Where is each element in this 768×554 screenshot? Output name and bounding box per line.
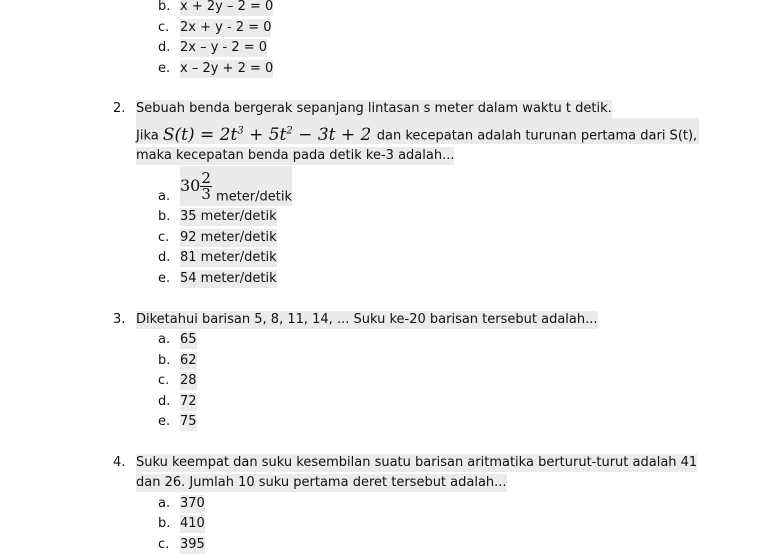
q1-option-letter: d. (158, 40, 171, 55)
option-text: 81 meter/detik (180, 250, 277, 265)
question-number: 3. (113, 312, 126, 327)
option-letter: c. (158, 373, 170, 388)
option-letter: a. (158, 332, 171, 347)
option-text: 62 (180, 353, 197, 368)
question-text: Diketahui barisan 5, 8, 11, 14, ... Suku ke-20 barisan tersebut adalah... (136, 312, 598, 327)
option-letter: d. (158, 394, 171, 409)
option-unit: meter/detik (216, 189, 293, 205)
question-text-line2 (136, 118, 699, 144)
option-letter: a. (158, 189, 171, 204)
option-text: 410 (180, 516, 205, 531)
option-text: 92 meter/detik (180, 230, 277, 245)
question-text: Suku keempat dan suku kesembilan suatu barisan aritmatika berturut-turut adalah 41 (136, 455, 698, 470)
q1-option-letter: c. (158, 20, 170, 35)
option-letter: d. (158, 250, 171, 265)
q1-option-text: 2x – y - 2 = 0 (180, 40, 268, 55)
question-number: 2. (113, 101, 126, 116)
jika-label: Jika (136, 128, 159, 144)
q1-option-letter: b. (158, 0, 171, 14)
option-a-mixed-fraction (180, 166, 292, 206)
option-letter: b. (158, 353, 171, 368)
option-text: 72 (180, 394, 197, 409)
formula: $S(t) = 2t^3 + 5t^2 - 3t + 2$ (162, 124, 377, 145)
q1-option-text: x + 2y – 2 = 0 (180, 0, 274, 14)
question-number: 4. (113, 455, 126, 470)
option-letter: c. (158, 230, 170, 245)
option-text: 370 (180, 496, 205, 511)
option-text: 54 meter/detik (180, 271, 277, 286)
question-text-rest: dan kecepatan adalah turunan pertama dari S(t), (376, 128, 698, 144)
option-letter: b. (158, 209, 171, 224)
q1-option-text: x – 2y + 2 = 0 (180, 61, 274, 76)
fraction (200, 168, 212, 203)
option-letter: c. (158, 537, 170, 552)
option-text: 75 (180, 414, 197, 429)
fraction-numerator: 2 (201, 168, 211, 187)
option-letter: e. (158, 271, 171, 286)
option-letter: e. (158, 414, 171, 429)
question-text: Sebuah benda bergerak sepanjang lintasan s meter dalam waktu t detik. (136, 101, 612, 116)
option-text: 28 (180, 373, 197, 388)
fraction-whole: 30 (180, 176, 201, 195)
option-text: 35 meter/detik (180, 209, 277, 224)
question-text: maka kecepatan benda pada detik ke-3 adalah... (136, 148, 455, 163)
q1-option-text: 2x + y - 2 = 0 (180, 20, 272, 35)
fraction-denominator: 3 (201, 184, 211, 203)
option-text: 395 (180, 537, 205, 552)
option-letter: a. (158, 496, 171, 511)
question-text: dan 26. Jumlah 10 suku pertama deret tersebut adalah... (136, 475, 507, 490)
q1-option-letter: e. (158, 61, 171, 76)
option-letter: b. (158, 516, 171, 531)
option-text: 65 (180, 332, 197, 347)
